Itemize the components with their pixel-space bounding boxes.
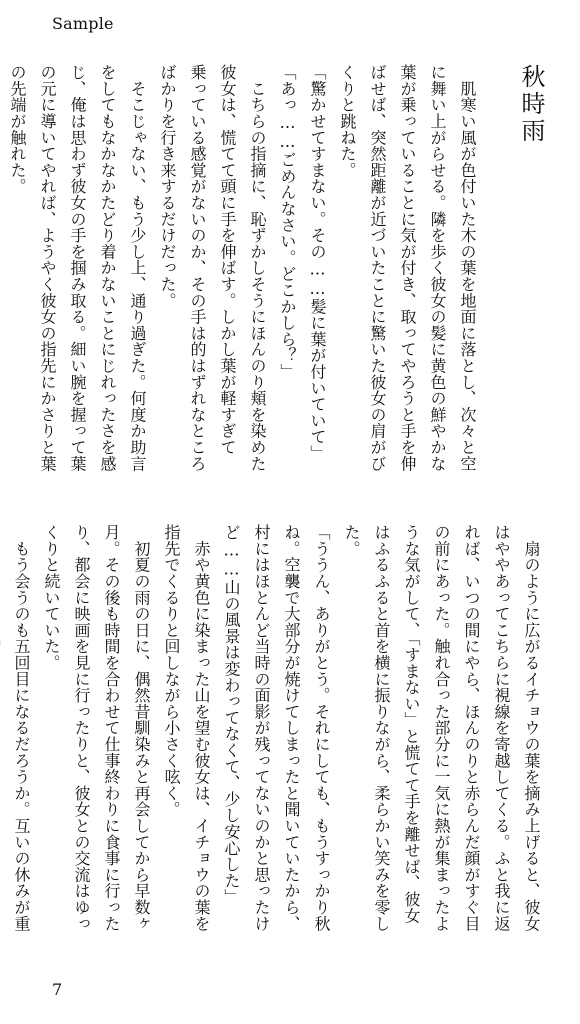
text-line: り、都会に映画を見に行ったりと、彼女との交流はゆっ <box>72 524 91 932</box>
text-line: 「ううん、ありがとう。それにしても、もうすっかり秋 <box>312 524 331 932</box>
text-line: 「驚かせてすまない。その……髪に葉が付いていて」 <box>308 64 327 462</box>
text-line: 葉が乗っていることに気が付き、取ってやろうと手を伸 <box>398 64 417 472</box>
text-line: そこじゃない、もう少し上、通り過ぎた。何度か助言 <box>128 64 147 472</box>
text-line: をしてもなかなかたどり着かないことにじれったさを感 <box>98 64 117 472</box>
text-line: くりと続いていた。 <box>42 524 61 671</box>
text-line: れば、いつの間にやら、ほんのりと赤らんだ顔がすぐ目 <box>462 524 481 932</box>
text-line: はややあってこちらに視線を寄越してくる。ふと我に返 <box>492 524 511 932</box>
text-line: うな気がして、「すまない」と慌てて手を離せば、彼女 <box>402 524 421 924</box>
text-line: の元に導いてやれば、ようやく彼女の指先にかさりと葉 <box>38 64 57 472</box>
text-line <box>0 524 6 952</box>
text-line: 初夏の雨の日に、偶然昔馴染みと再会してから早数ヶ <box>132 524 151 932</box>
text-line: た。 <box>342 524 361 557</box>
text-line: 「あっ……ごめんなさい。どこかしら？」 <box>278 64 297 380</box>
text-line: 乗っている感覚がないのか、その手は的はずれなところ <box>188 64 207 472</box>
text-line: はふるふると首を横に振りながら、柔らかい笑みを零し <box>372 524 391 932</box>
text-line: ばせば、突然距離が近づいたことに驚いた彼女の肩がび <box>368 64 387 472</box>
running-header: Sample <box>52 14 114 33</box>
text-line: もう会うのも五回目になるだろうか。互いの休みが重 <box>12 524 31 932</box>
text-line: 指先でくるりと回しながら小さく呟く。 <box>162 524 181 818</box>
chapter-title: 秋時雨 <box>517 64 545 145</box>
page-number: 7 <box>52 980 63 999</box>
text-line: くりと跳ねた。 <box>338 64 357 179</box>
upper-text-block <box>8 64 546 492</box>
text-line: ね。空襲で大部分が焼けてしまったと聞いていたから、 <box>282 524 301 932</box>
text-line: 彼女は、慌てて頭に手を伸ばす。しかし葉が軽すぎて <box>218 64 237 456</box>
text-line: ばかりを行き来するだけだった。 <box>158 64 177 309</box>
text-line: 赤や黄色に染まった山を望む彼女は、イチョウの葉を <box>192 524 211 932</box>
text-line: じ、俺は思わず彼女の手を掴み取る。細い腕を握って葉 <box>68 64 87 472</box>
text-line: 肌寒い風が色付いた木の葉を地面に落とし、次々と空 <box>458 64 477 472</box>
text-line: 扇のように広がるイチョウの葉を摘み上げると、彼女 <box>522 524 541 932</box>
text-line: の前にあった。触れ合った部分に一気に熱が集まったよ <box>432 524 451 932</box>
text-line: に舞い上がらせる。隣を歩く彼女の髪に黄色の鮮やかな <box>428 64 447 472</box>
text-line: 月。その後も時間を合わせて仕事終わりに食事に行った <box>102 524 121 932</box>
text-line: 村にはほとんど当時の面影が残ってないのかと思ったけ <box>252 524 271 932</box>
text-line: ど……山の風景は変わってなくて、少し安心した」 <box>222 524 241 905</box>
text-line: の先端が触れた。 <box>8 64 27 195</box>
lower-text-block <box>12 524 546 952</box>
text-line: こちらの指摘に、恥ずかしそうにほんのり頬を染めた <box>248 64 267 472</box>
